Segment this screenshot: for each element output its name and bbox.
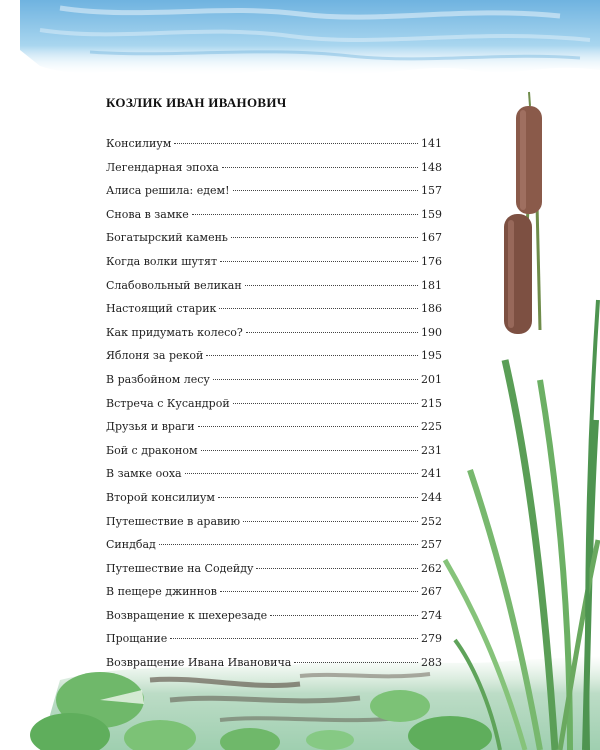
dot-leader [233, 403, 418, 404]
toc-entry-page: 274 [421, 608, 442, 622]
toc-entry-title: Яблоня за рекой [106, 349, 204, 363]
toc-entry-title: В замке ооха [106, 467, 182, 481]
toc-entry-title: Прощание [106, 632, 168, 646]
toc-entry[interactable] [106, 515, 442, 539]
dot-leader [256, 568, 418, 569]
toc-entry-title: Возвращение к шехерезаде [106, 608, 268, 622]
toc-entry[interactable] [106, 467, 442, 491]
toc-list [106, 137, 442, 680]
dot-leader [245, 285, 418, 286]
toc-entry-page: 225 [421, 420, 442, 434]
dot-leader [220, 591, 418, 592]
dot-leader [219, 308, 418, 309]
toc-entry-title: Когда волки шутят [106, 254, 218, 268]
toc-entry-title: Путешествие на Содейду [106, 561, 254, 575]
toc-entry[interactable] [106, 255, 442, 279]
toc-entry-page: 195 [421, 349, 442, 363]
dot-leader [233, 190, 419, 191]
toc-entry[interactable] [106, 137, 442, 161]
toc-entry[interactable] [106, 562, 442, 586]
toc-entry-page: 215 [421, 396, 442, 410]
toc-entry-page: 267 [421, 585, 442, 599]
dot-leader [185, 473, 418, 474]
toc-entry-title: Второй консилиум [106, 490, 215, 504]
toc-entry-page: 176 [421, 254, 442, 268]
toc-entry-title: В пещере джиннов [106, 585, 217, 599]
dot-leader [220, 261, 418, 262]
toc-entry-page: 262 [421, 561, 442, 575]
toc-entry-title: Возвращение Ивана Ивановича [106, 656, 292, 670]
toc-entry[interactable] [106, 161, 442, 185]
toc-entry-page: 252 [421, 514, 442, 528]
toc-entry-page: 186 [421, 302, 442, 316]
toc-entry[interactable] [106, 208, 442, 232]
cattails [504, 92, 542, 334]
toc-entry-title: Бой с драконом [106, 443, 198, 457]
dot-leader [159, 544, 418, 545]
toc-entry-page: 157 [421, 184, 442, 198]
toc-entry-page: 244 [421, 490, 442, 504]
toc-entry[interactable] [106, 420, 442, 444]
toc-entry[interactable] [106, 231, 442, 255]
toc-entry[interactable] [106, 656, 442, 680]
toc-entry-title: Богатырский камень [106, 231, 228, 245]
toc-entry-title: Путешествие в аравию [106, 514, 241, 528]
toc-entry-page: 283 [421, 656, 442, 670]
toc-entry[interactable] [106, 444, 442, 468]
sky-wash [20, 0, 600, 76]
toc-entry[interactable] [106, 397, 442, 421]
toc-entry-title: Алиса решила: едем! [106, 184, 230, 198]
toc-entry[interactable] [106, 609, 442, 633]
dot-leader [218, 497, 418, 498]
dot-leader [206, 355, 418, 356]
toc-entry-title: Слабовольный великан [106, 278, 242, 292]
dot-leader [270, 615, 418, 616]
toc-entry-page: 201 [421, 372, 442, 386]
dot-leader [246, 332, 418, 333]
toc-entry-title: Синдбад [106, 538, 156, 552]
toc-entry-title: В разбойном лесу [106, 372, 210, 386]
dot-leader [222, 167, 418, 168]
dot-leader [231, 237, 418, 238]
toc-entry[interactable] [106, 279, 442, 303]
toc-entry[interactable] [106, 302, 442, 326]
toc-entry-page: 159 [421, 207, 442, 221]
toc-entry-page: 190 [421, 325, 442, 339]
toc-entry[interactable] [106, 632, 442, 656]
toc-entry-title: Легендарная эпоха [106, 160, 219, 174]
toc-entry-page: 257 [421, 538, 442, 552]
toc-entry-page: 241 [421, 467, 442, 481]
dot-leader [201, 450, 418, 451]
toc-entry-page: 141 [421, 137, 442, 150]
toc-entry-title: Друзья и враги [106, 420, 195, 434]
toc-entry[interactable] [106, 373, 442, 397]
toc-entry-title: Как придумать колесо? [106, 325, 243, 339]
toc-entry-title: Консилиум [106, 137, 172, 150]
toc-entry-title: Настоящий старик [106, 302, 217, 316]
toc-entry[interactable] [106, 184, 442, 208]
dot-leader [243, 521, 418, 522]
dot-leader [192, 214, 418, 215]
toc-entry-page: 181 [421, 278, 442, 292]
dot-leader [170, 638, 418, 639]
toc-heading: КОЗЛИК ИВАН ИВАНОВИЧ [106, 95, 287, 110]
toc-entry[interactable] [106, 326, 442, 350]
toc-entry-page: 167 [421, 231, 442, 245]
toc-entry-page: 279 [421, 632, 442, 646]
toc-entry[interactable] [106, 491, 442, 515]
toc-entry[interactable] [106, 585, 442, 609]
toc-entry-page: 231 [421, 443, 442, 457]
table-of-contents [106, 95, 442, 680]
toc-entry-title: Снова в замке [106, 207, 189, 221]
dot-leader [294, 662, 418, 663]
dot-leader [198, 426, 418, 427]
toc-entry[interactable] [106, 538, 442, 562]
toc-entry-page: 148 [421, 160, 442, 174]
dot-leader [213, 379, 418, 380]
toc-entry[interactable] [106, 349, 442, 373]
toc-entry-title: Встреча с Кусандрой [106, 396, 230, 410]
dot-leader [174, 143, 418, 144]
